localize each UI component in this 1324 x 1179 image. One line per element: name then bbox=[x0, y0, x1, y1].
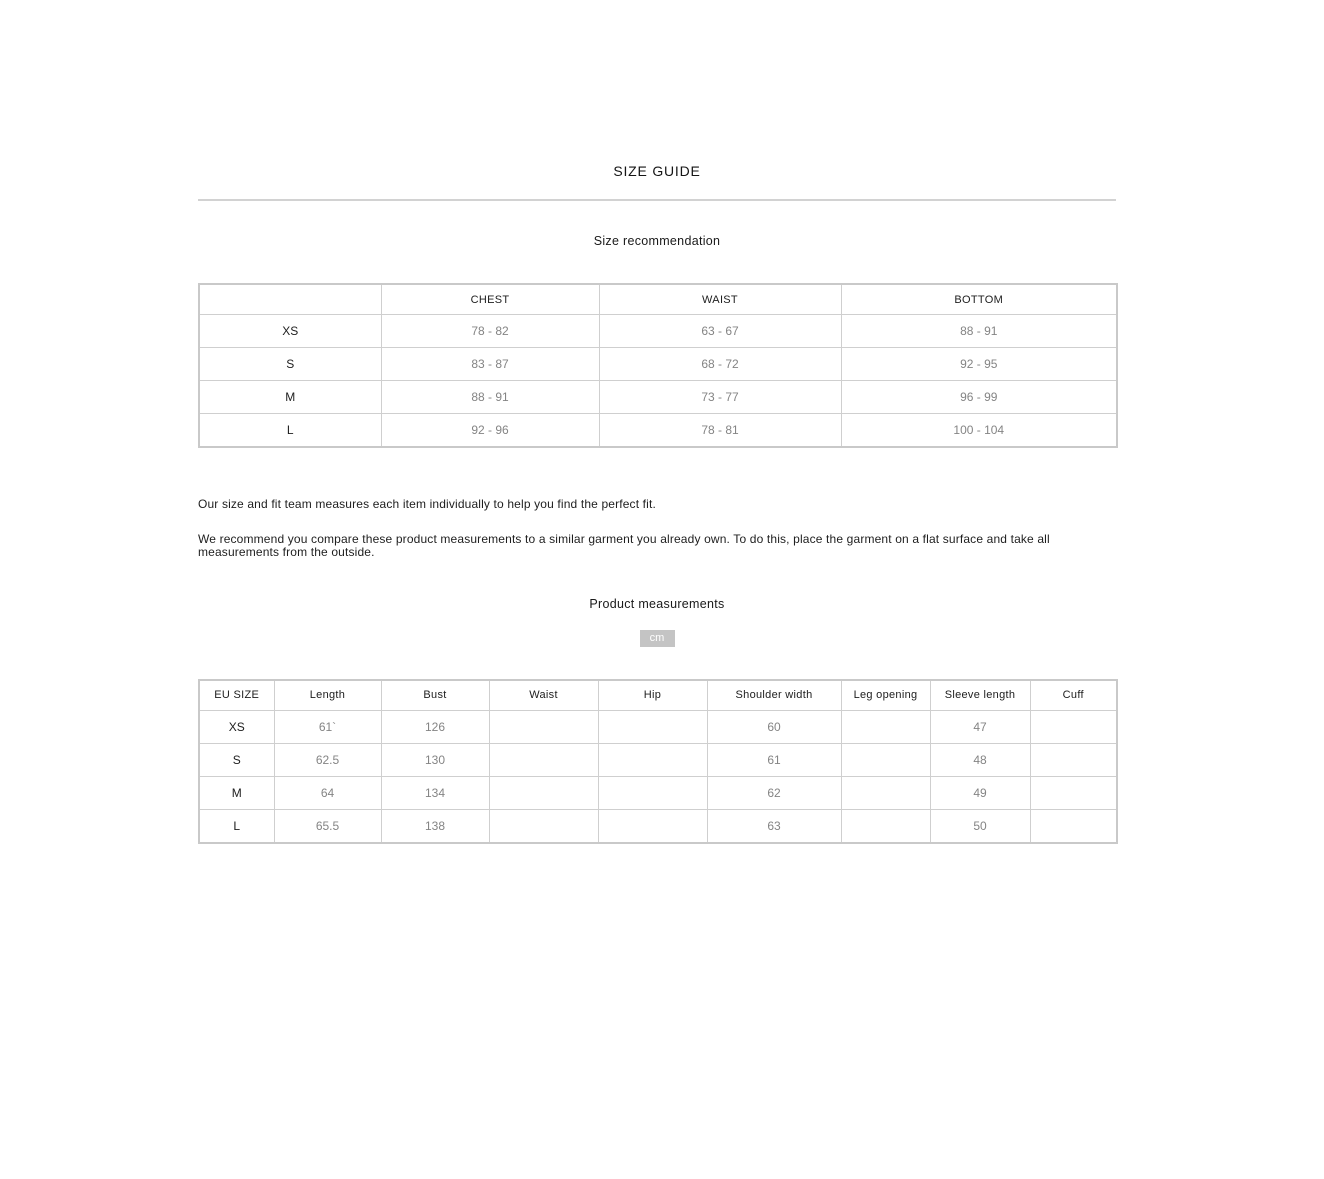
value-cell: 126 bbox=[381, 710, 489, 743]
column-header-shoulder-width: Shoulder width bbox=[707, 680, 841, 711]
column-header-waist: Waist bbox=[489, 680, 598, 711]
value-cell: 134 bbox=[381, 776, 489, 809]
value-cell: 73 - 77 bbox=[599, 381, 841, 414]
value-cell bbox=[598, 809, 707, 843]
value-cell: 78 - 81 bbox=[599, 414, 841, 448]
size-recommendation-heading: Size recommendation bbox=[593, 234, 721, 248]
header-row bbox=[199, 680, 1117, 711]
value-cell: 47 bbox=[930, 710, 1030, 743]
value-cell: 100 - 104 bbox=[841, 414, 1117, 448]
column-header-cuff: Cuff bbox=[1030, 680, 1117, 711]
value-cell: 49 bbox=[930, 776, 1030, 809]
title-divider bbox=[198, 199, 1116, 201]
size-label-cell: S bbox=[199, 743, 274, 776]
value-cell: 63 - 67 bbox=[599, 315, 841, 348]
value-cell: 60 bbox=[707, 710, 841, 743]
table-row bbox=[199, 348, 1117, 381]
size-label-cell: XS bbox=[199, 315, 381, 348]
value-cell bbox=[489, 743, 598, 776]
size-label-cell: S bbox=[199, 348, 381, 381]
value-cell: 50 bbox=[930, 809, 1030, 843]
value-cell bbox=[598, 710, 707, 743]
value-cell: 64 bbox=[274, 776, 381, 809]
value-cell: 68 - 72 bbox=[599, 348, 841, 381]
value-cell: 61` bbox=[274, 710, 381, 743]
fit-note-1: Our size and fit team measures each item individually to help you find the perfect fit. bbox=[198, 497, 656, 511]
value-cell bbox=[841, 710, 930, 743]
value-cell: 92 - 95 bbox=[841, 348, 1117, 381]
value-cell bbox=[1030, 743, 1117, 776]
value-cell bbox=[489, 809, 598, 843]
column-header-leg-opening: Leg opening bbox=[841, 680, 930, 711]
value-cell bbox=[1030, 809, 1117, 843]
product-measurements-heading: Product measurements bbox=[589, 596, 725, 611]
fit-note-2: We recommend you compare these product measurements to a similar garment you already own. To do this, place the garment on a flat surface and take all measurements from the outside. bbox=[198, 531, 1050, 559]
table-row bbox=[199, 315, 1117, 348]
value-cell: 62.5 bbox=[274, 743, 381, 776]
size-label-cell: L bbox=[199, 414, 381, 448]
size-label-cell: M bbox=[199, 381, 381, 414]
value-cell: 65.5 bbox=[274, 809, 381, 843]
size-label-cell: L bbox=[199, 809, 274, 843]
value-cell: 92 - 96 bbox=[381, 414, 599, 448]
column-header-bust: Bust bbox=[381, 680, 489, 711]
table-row bbox=[199, 710, 1117, 743]
value-cell: 63 bbox=[707, 809, 841, 843]
column-header-size bbox=[199, 284, 381, 315]
column-header-chest: CHEST bbox=[381, 284, 599, 315]
table-row bbox=[199, 776, 1117, 809]
value-cell bbox=[841, 743, 930, 776]
page-title: SIZE GUIDE bbox=[613, 163, 701, 179]
table-row bbox=[199, 414, 1117, 448]
value-cell bbox=[598, 743, 707, 776]
value-cell bbox=[598, 776, 707, 809]
column-header-hip: Hip bbox=[598, 680, 707, 711]
size-guide-page bbox=[198, 163, 1116, 844]
size-label-cell: M bbox=[199, 776, 274, 809]
header-row bbox=[199, 284, 1117, 315]
value-cell: 130 bbox=[381, 743, 489, 776]
value-cell: 62 bbox=[707, 776, 841, 809]
value-cell bbox=[841, 809, 930, 843]
column-header-waist: WAIST bbox=[599, 284, 841, 315]
column-header-length: Length bbox=[274, 680, 381, 711]
unit-toggle-cm[interactable]: cm bbox=[640, 630, 675, 647]
column-header-bottom: BOTTOM bbox=[841, 284, 1117, 315]
table-row bbox=[199, 743, 1117, 776]
table-row bbox=[199, 381, 1117, 414]
value-cell bbox=[1030, 710, 1117, 743]
value-cell bbox=[489, 776, 598, 809]
value-cell: 88 - 91 bbox=[841, 315, 1117, 348]
value-cell: 48 bbox=[930, 743, 1030, 776]
table-row bbox=[199, 809, 1117, 843]
value-cell: 88 - 91 bbox=[381, 381, 599, 414]
value-cell: 138 bbox=[381, 809, 489, 843]
value-cell: 61 bbox=[707, 743, 841, 776]
value-cell bbox=[841, 776, 930, 809]
value-cell bbox=[1030, 776, 1117, 809]
column-header-eu-size: EU SIZE bbox=[199, 680, 274, 711]
value-cell: 78 - 82 bbox=[381, 315, 599, 348]
size-label-cell: XS bbox=[199, 710, 274, 743]
value-cell: 96 - 99 bbox=[841, 381, 1117, 414]
value-cell: 83 - 87 bbox=[381, 348, 599, 381]
value-cell bbox=[489, 710, 598, 743]
column-header-sleeve-length: Sleeve length bbox=[930, 680, 1030, 711]
product-measurements-table bbox=[198, 679, 1118, 844]
size-recommendation-table bbox=[198, 283, 1118, 448]
